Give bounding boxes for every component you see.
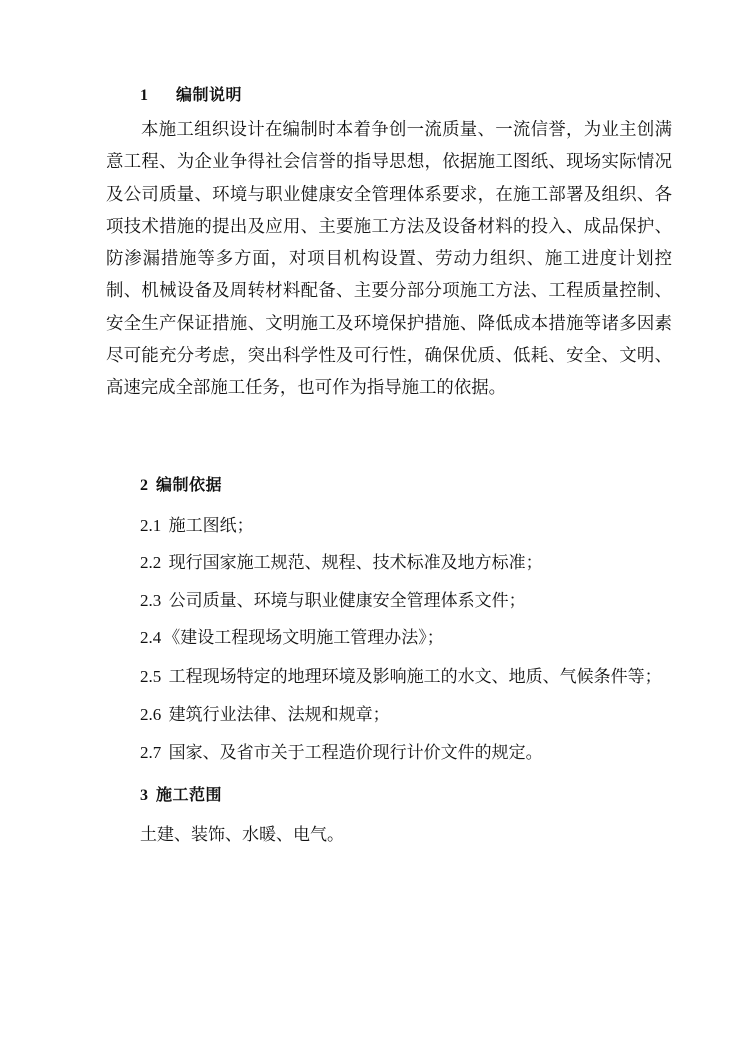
- item-number: 2.4: [140, 628, 162, 647]
- section-title: 施工范围: [156, 785, 223, 804]
- item-text: 国家、及省市关于工程造价现行计价文件的规定。: [168, 743, 543, 763]
- section-heading-3: [140, 782, 222, 805]
- basis-item-2-1: [140, 511, 254, 536]
- item-number: 2.2: [140, 553, 162, 572]
- section-heading-2: [140, 472, 222, 495]
- item-text: 公司质量、环境与职业健康安全管理体系文件；: [168, 591, 526, 611]
- section-heading-1: [140, 82, 242, 105]
- basis-item-2-7: [140, 738, 543, 763]
- item-number: 2.1: [140, 516, 162, 535]
- section-title: 编制说明: [176, 85, 243, 104]
- item-number: 2.5: [140, 667, 162, 686]
- item-text: 工程现场特定的地理环境及影响施工的水文、地质、气候条件等；: [168, 667, 662, 687]
- item-text: 现行国家施工规范、规程、技术标准及地方标准；: [168, 553, 543, 573]
- item-number: 2.3: [140, 591, 162, 610]
- scope-text: 土建、装饰、水暖、电气。: [140, 825, 344, 845]
- item-number: 2.6: [140, 705, 162, 724]
- section-number: 3: [140, 787, 149, 804]
- item-text: 施工图纸；: [168, 516, 254, 536]
- section-title: 编制依据: [156, 475, 223, 494]
- basis-item-2-5: [140, 662, 662, 687]
- section-number: 1: [140, 87, 149, 104]
- basis-item-2-3: [140, 586, 526, 611]
- item-number: 2.7: [140, 743, 162, 762]
- item-text: 《建设工程现场文明施工管理办法》；: [163, 628, 444, 648]
- item-text: 建筑行业法律、法规和规章；: [168, 705, 390, 725]
- basis-item-2-6: [140, 700, 390, 725]
- basis-item-2-2: [140, 548, 543, 573]
- basis-item-2-4: [140, 623, 444, 648]
- section-number: 2: [140, 477, 149, 494]
- section-1-paragraph: 本施工组织设计在编制时本着争创一流质量、一流信誉，为业主创满意工程、为企业争得社会信誉的指导思想，依据施工图纸、现场实际情况及公司质量、环境与职业健康安全管理体系要求，在施工部署及组织、各项技术措施的提出及应用、主要施工方法及设备材料的投入、成品保护、防渗漏措施等多方面，对项目机构设置、劳动力组织、施工进度计划控制、机械设备及周转材料配备、主要分部分项施工方法、工程质量控制、安全生产保证措施、文明施工及环境保护措施、降低成本措施等诸多因素尽可能充分考虑，突出科学性及可行性，确保优质、低耗、安全、文明、高速完成全部施工任务，也可作为指导施工的依据。: [106, 120, 672, 399]
